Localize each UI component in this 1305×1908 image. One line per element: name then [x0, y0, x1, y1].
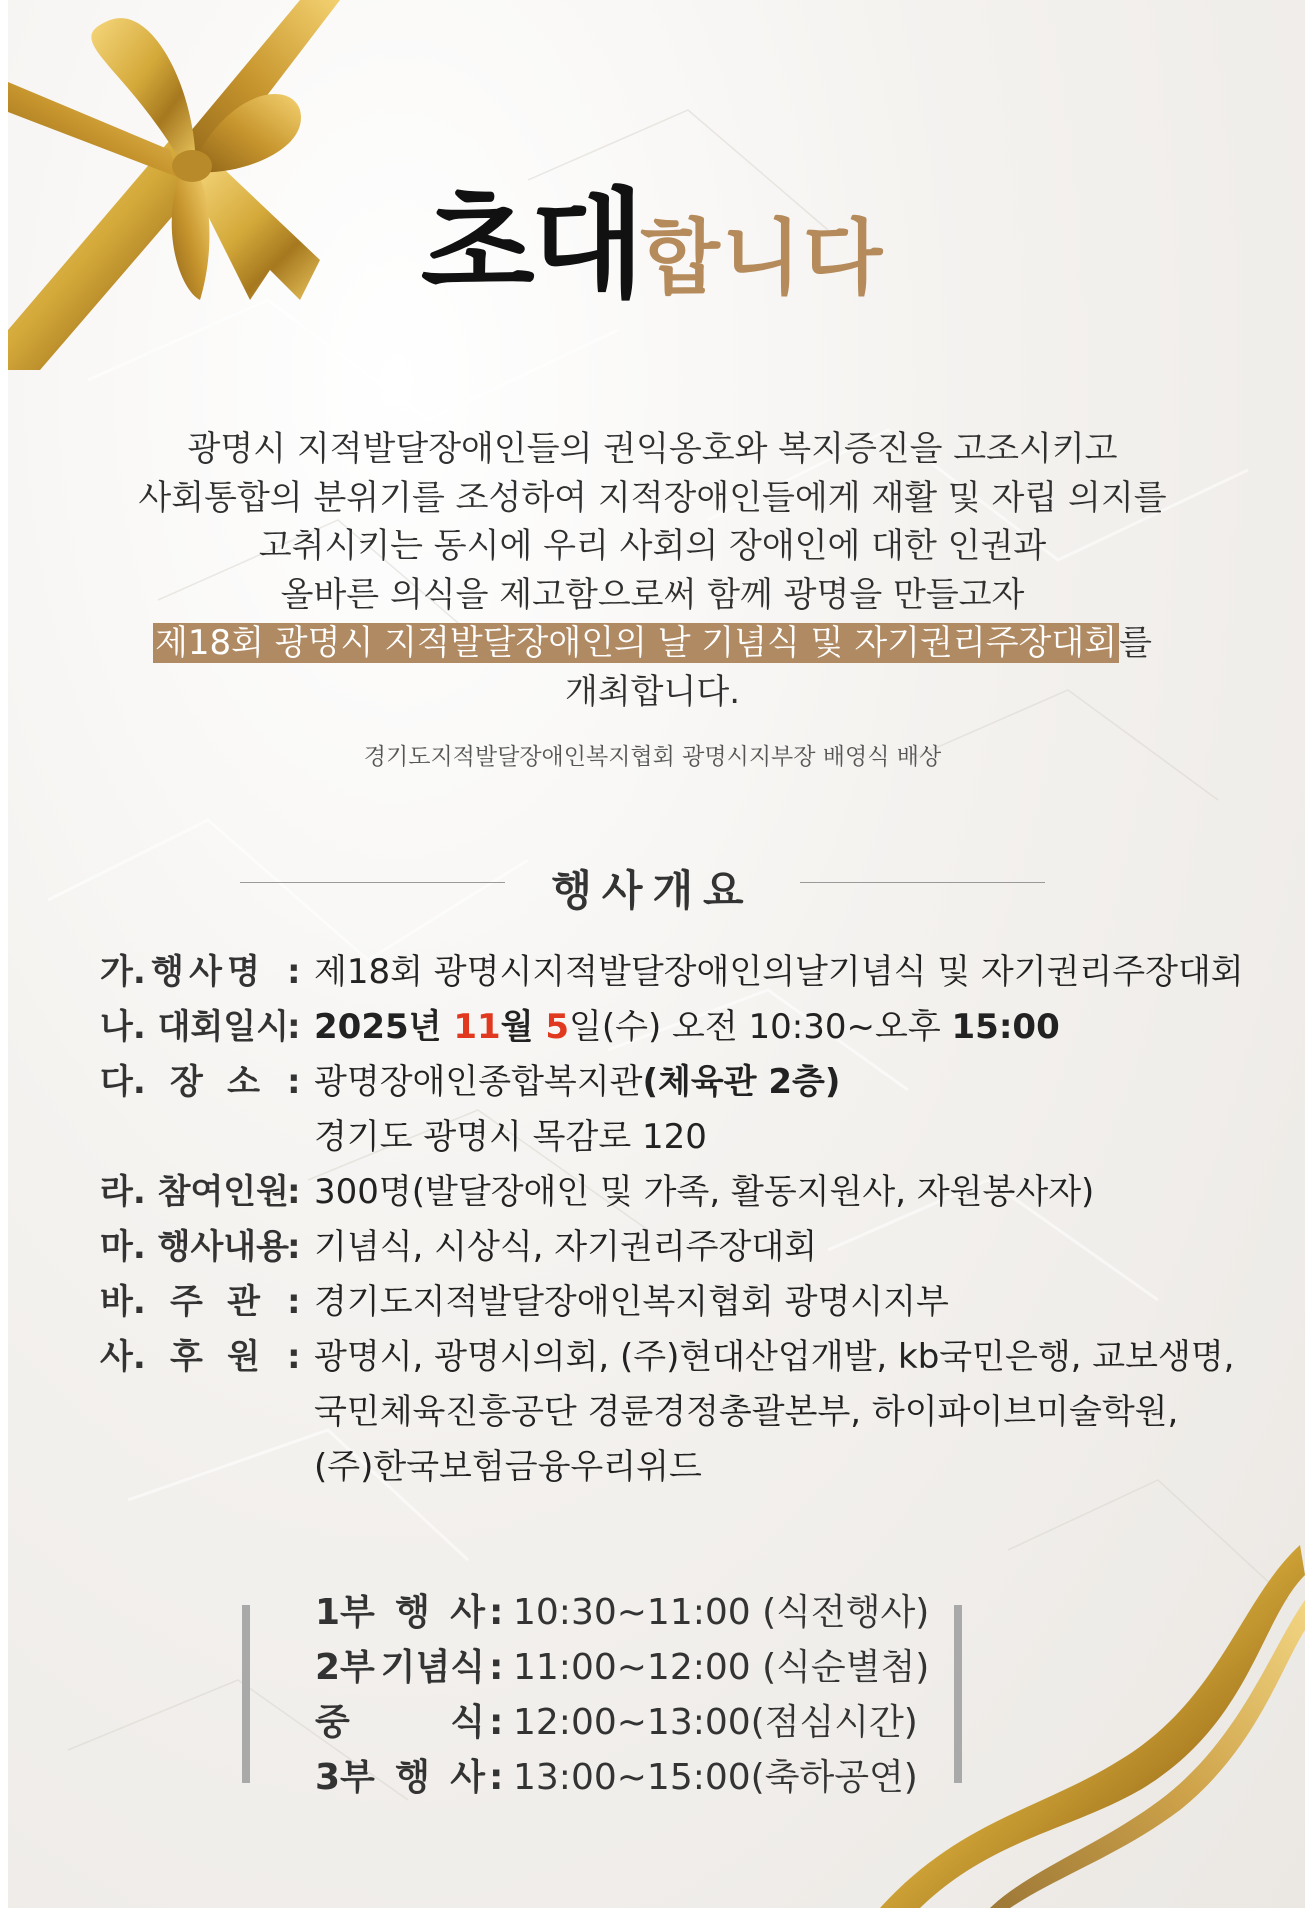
schedule [315, 1585, 935, 1805]
schedule-row [315, 1585, 935, 1640]
detail-label: 나. 대회일시 [100, 1007, 289, 1047]
detail-value: 경기도지적발달장애인복지협회 광명시지부 [314, 1282, 949, 1322]
detail-row-venue [100, 1055, 1230, 1110]
detail-value-address: 경기도 광명시 목감로 120 [314, 1117, 707, 1157]
detail-value-venue: 광명장애인종합복지관(체육관 2층) [314, 1062, 841, 1102]
intro-line: 올바른 의식을 제고함으로써 함께 광명을 만들고자 [280, 574, 1025, 615]
schedule-bar-right [954, 1605, 962, 1783]
intro-highlight-line [60, 619, 1245, 668]
detail-row-sponsors-cont [100, 1440, 1230, 1495]
schedule-time: 12:00~13:00(점심시간) [513, 1702, 918, 1743]
detail-value: 광명시, 광명시의회, (주)현대산업개발, kb국민은행, 교보생명, [314, 1337, 1235, 1377]
schedule-label: 3부 행 사 [315, 1757, 485, 1798]
detail-label: 바. 주 관 [100, 1282, 260, 1322]
schedule-colon: : [489, 1757, 504, 1798]
detail-row-date [100, 1000, 1230, 1055]
section-heading: 행사개요 [551, 866, 754, 915]
schedule-time: 10:30~11:00 (식전행사) [513, 1592, 930, 1633]
schedule-colon: : [489, 1592, 504, 1633]
detail-colon: : [287, 1172, 301, 1212]
detail-row-address [100, 1110, 1230, 1165]
event-details [100, 945, 1244, 1495]
detail-row-sponsors [100, 1330, 1235, 1385]
signature: 경기도지적발달장애인복지협회 광명시지부장 배영식 배상 [363, 744, 942, 770]
detail-value-date: 2025년 11월 5일(수) 오전 10:30~오후 15:00 [314, 1007, 1060, 1047]
schedule-row [315, 1750, 935, 1805]
detail-value: 제18회 광명시지적발달장애인의날기념식 및 자기권리주장대회 [314, 952, 1244, 992]
schedule-row [315, 1695, 935, 1750]
detail-colon: : [287, 952, 301, 992]
schedule-colon: : [489, 1702, 504, 1743]
detail-colon: : [287, 1007, 301, 1047]
detail-row-attendees [100, 1165, 1230, 1220]
schedule-time: 11:00~12:00 (식순별첨) [513, 1647, 930, 1688]
detail-label: 가. 행 사 명 [100, 952, 260, 992]
schedule-time: 13:00~15:00(축하공연) [513, 1757, 918, 1798]
title-rest: 합니다 [640, 211, 885, 306]
detail-row-program [100, 1220, 1230, 1275]
detail-label: 라. 참여인원 [100, 1172, 289, 1212]
detail-colon: : [287, 1227, 301, 1267]
detail-label: 다. 장 소 [100, 1062, 260, 1102]
detail-value: 기념식, 시상식, 자기권리주장대회 [314, 1227, 818, 1267]
gold-ribbon-curl-icon [880, 1545, 1305, 1908]
detail-colon: : [287, 1337, 301, 1377]
schedule-row [315, 1640, 935, 1695]
schedule-label: 중 식 [315, 1702, 485, 1743]
detail-value: 300명(발달장애인 및 가족, 활동지원사, 자원봉사자) [314, 1172, 1095, 1212]
title-bold: 초대 [420, 176, 641, 314]
event-name-highlight: 제18회 광명시 지적발달장애인의 날 기념식 및 자기권리주장대회 [155, 623, 1118, 663]
schedule-bar-left [242, 1605, 250, 1783]
intro-paragraph [60, 425, 1245, 716]
schedule-label: 2부 기념식 [315, 1647, 485, 1688]
highlight-suffix: 를 [1119, 623, 1152, 663]
detail-row-sponsors-cont [100, 1385, 1230, 1440]
detail-label: 사. 후 원 [100, 1337, 260, 1377]
detail-colon: : [287, 1282, 301, 1322]
intro-line: 고취시키는 동시에 우리 사회의 장애인에 대한 인권과 [258, 526, 1047, 566]
schedule-label: 1부 행 사 [315, 1592, 485, 1633]
detail-value: 국민체육진흥공단 경륜경정총괄본부, 하이파이브미술학원, [314, 1392, 1179, 1432]
detail-row-name [100, 945, 1244, 1000]
intro-line: 사회통합의 분위기를 조성하여 지적장애인들에게 재활 및 자립 의지를 [138, 477, 1167, 518]
schedule-colon: : [489, 1647, 504, 1688]
detail-value: (주)한국보험금융우리위드 [314, 1447, 702, 1487]
detail-label: 마. 행사내용 [100, 1227, 289, 1267]
invitation-title [0, 150, 1305, 320]
detail-row-host [100, 1275, 1230, 1330]
intro-line: 개최합니다. [564, 671, 741, 712]
intro-line: 광명시 지적발달장애인들의 권익옹호와 복지증진을 고조시키고 [187, 429, 1118, 469]
detail-colon: : [287, 1062, 301, 1102]
